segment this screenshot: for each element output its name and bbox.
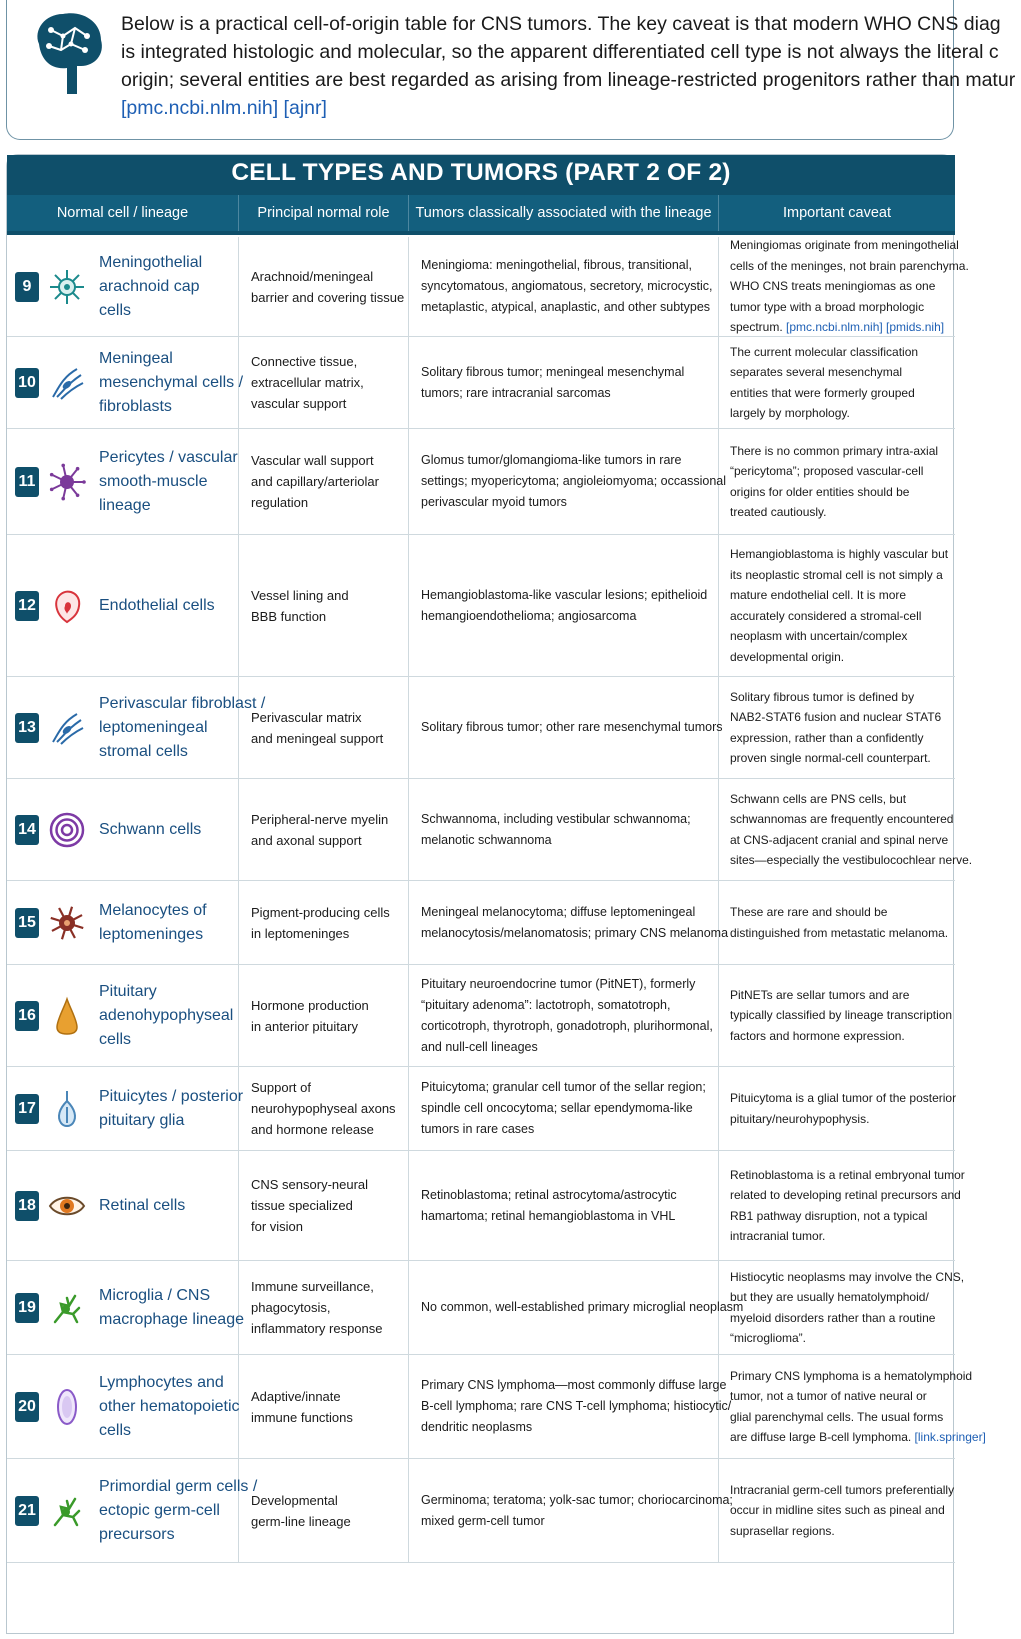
lineage-name-line: adenohypophyseal [99,1007,234,1024]
tumors-line: mixed germ-cell tumor [421,1513,545,1528]
table-row [7,1261,965,1355]
normal-cell-cell [7,1355,239,1458]
caveat-line: intracranial tumor. [730,1229,826,1243]
role-line: neurohypophyseal axons [251,1101,396,1116]
role-line: Immune surveillance, [251,1279,374,1294]
role-line: barrier and covering tissue [251,289,405,305]
caveat-line: suprasellar regions. [730,1523,835,1538]
lineage-name-line: Meningothelial [99,254,203,271]
table-row [7,337,955,429]
tumors-line: “pituitary adenoma”: lactotroph, somatotroph, [421,997,671,1012]
caveat-cell [719,1261,965,1354]
caveat-line: expression, rather than a confidently [730,730,924,745]
cell-lineage-name [99,446,237,518]
lineage-name-line: Pituitary [99,983,157,1000]
cell-lineage-name [99,347,244,419]
row-number-badge: 10 [15,368,39,398]
cell-lineage-name [99,1284,244,1332]
principal-role-cell [239,535,409,676]
intro-panel [6,0,1016,140]
caveat-line: but they are usually hematolymphoid/ [730,1290,929,1304]
lineage-name-line: smooth-muscle [99,473,208,490]
tumors-cell [409,881,729,964]
role-line: Pigment-producing cells [251,904,390,920]
principal-role-cell [239,1151,409,1260]
tumors-cell [409,429,726,534]
row-number-badge: 16 [15,1001,39,1031]
germ-cell-icon [47,1491,87,1531]
tumors-line: Solitary fibrous tumor; meningeal mesenchymal [421,364,685,379]
cell-lineage-name [99,1194,237,1218]
caveat-line: tumor, not a tumor of native neural or [730,1389,927,1403]
table-row [7,429,955,535]
cell-lineage-name [99,1371,240,1443]
caveat-cell [719,1067,955,1150]
caveat-line: There is no common primary intra-axial [730,443,939,458]
tumors-line: spindle cell oncocytoma; sellar ependymoma-like [421,1101,693,1115]
caveat-line: Schwann cells are PNS cells, but [730,791,907,806]
caveat-cell [719,535,955,676]
lineage-name-line: cells [99,1031,132,1048]
role-line: phagocytosis, [251,1300,331,1315]
normal-cell-cell [7,1151,239,1260]
pericyte-icon [47,462,87,502]
principal-role-cell [239,779,409,880]
lineage-name-line: ectopic germ-cell [99,1502,220,1519]
tumors-line: corticotroph, thyrotroph, gonadotroph, plurihormonal, [421,1018,713,1033]
tumors-cell [409,1067,719,1150]
microglia-icon [47,1288,87,1328]
caveat-line: proven single normal-cell counterpart. [730,751,931,765]
cell-lineage-name [99,594,237,618]
row-number-badge: 9 [15,272,39,302]
table-title: CELL TYPES AND TUMORS (PART 2 OF 2) [231,159,731,186]
brain-icon [27,6,109,102]
caveat-cell [719,1355,986,1458]
tumors-line: Schwannoma, including vestibular schwannoma; [421,811,691,826]
row-number-badge: 20 [15,1392,39,1422]
table-row [7,1151,965,1261]
cell-lineage-name [99,899,237,947]
role-line: for vision [251,1219,304,1234]
role-line: extracellular matrix, [251,375,364,390]
role-line: and axonal support [251,832,362,848]
principal-role-cell [239,1067,409,1150]
caveat-cell [719,965,955,1066]
caveat-line: The current molecular classification [730,344,919,359]
lineage-name-line: Primordial germ cells / [99,1478,258,1495]
role-line: germ-line lineage [251,1513,351,1529]
normal-cell-cell [7,337,244,428]
tumors-line: settings; myopericytoma; angioleiomyoma; occassional [421,474,726,488]
lineage-name-line: lineage [99,497,151,514]
reference-link[interactable]: [link.springer] [914,1430,986,1444]
tumors-line: Pituicytoma; granular cell tumor of the sellar region; [421,1080,706,1094]
role-line: Adaptive/innate [251,1388,341,1404]
caveat-line: These are rare and should be [730,905,888,919]
tumors-cell [409,1459,733,1562]
role-line: CNS sensory-neural [251,1177,369,1192]
tumors-line: Germinoma; teratoma; yolk-sac tumor; choriocarcinoma; [421,1492,733,1507]
role-line: and capillary/arteriolar [251,474,379,489]
tumors-line: hemangioendothelioma; angiosarcoma [421,608,637,623]
table-row [7,1355,986,1459]
lineage-name-line: Endothelial cells [99,597,215,614]
row-number-badge: 11 [15,467,39,497]
row-number-badge: 19 [15,1293,39,1323]
principal-role-cell [239,1355,409,1458]
cell-lineage-name [99,980,237,1052]
lineage-name-line: Pericytes / vascular [99,449,238,466]
caveat-line: factors and hormone expression. [730,1028,905,1043]
role-line: Arachnoid/meningeal [251,268,374,284]
row-number-badge: 12 [15,591,39,621]
role-line: Developmental [251,1492,338,1508]
tumors-line: Glomus tumor/glomangioma-like tumors in rare [421,453,682,467]
lineage-name-line: pituitary glia [99,1112,185,1129]
table-row [7,677,955,779]
lymphocyte-icon [47,1387,87,1427]
lineage-name-line: arachnoid cap [99,278,200,295]
role-line: Peripheral-nerve myelin [251,811,389,827]
cell-lineage-name [99,1085,244,1133]
role-line: in leptomeninges [251,925,350,941]
cell-types-table [6,154,986,1634]
caveat-cell [719,677,955,778]
caveat-cell [719,881,955,964]
caveat-line: WHO CNS treats meningiomas as one [730,279,936,294]
lineage-name-line: Perivascular fibroblast / [99,695,266,712]
caveat-line: Solitary fibrous tumor is defined by [730,689,915,704]
caveat-line: Histiocytic neoplasms may involve the CNS, [730,1269,965,1284]
tumors-line: Pituitary neuroendocrine tumor (PitNET), formerly [421,976,696,991]
cell-lineage-name [99,1475,258,1547]
caveat-line: largely by morphology. [730,406,850,420]
caveat-line: Hemangioblastoma is highly vascular but [730,547,949,561]
normal-cell-cell [7,1261,244,1354]
caveat-line: mature endothelial cell. It is more [730,588,907,602]
role-line: Support of [251,1080,311,1095]
tumors-line: Meningeal melanocytoma; diffuse leptomeningeal [421,904,696,919]
role-line: Connective tissue, [251,354,358,369]
caveat-line: Pituicytoma is a glial tumor of the posterior [730,1091,957,1105]
tumors-line: tumors in rare cases [421,1122,535,1136]
row-number-badge: 17 [15,1094,39,1124]
caveat-line: Retinoblastoma is a retinal embryonal tumor [730,1167,965,1182]
caveat-line: developmental origin. [730,649,845,664]
role-line: regulation [251,495,309,510]
normal-cell-cell [7,237,239,336]
normal-cell-cell [7,429,239,534]
lineage-name-line: leptomeninges [99,926,204,943]
caveat-line: related to developing retinal precursors and [730,1188,961,1202]
caveat-line: treated cautiously. [730,505,827,519]
column-header-tumors: Tumors classically associated with the lineage [409,195,719,231]
principal-role-cell [239,1261,409,1354]
tumors-cell [409,1355,732,1458]
lineage-name-line: Microglia / CNS [99,1287,211,1304]
caveat-line: tumor type with a broad morphologic [730,299,925,314]
normal-cell-cell [7,677,266,778]
tumors-line: syncytomatous, angiomatous, secretory, microcystic, [421,279,713,293]
tumors-line: tumors; rare intracranial sarcomas [421,385,611,400]
role-line: vascular support [251,396,347,411]
fibroblast-icon [47,363,87,403]
intro-line: is integrated histologic and molecular, so the apparent differentiated cell type is not always the literal c [121,41,999,63]
normal-cell-cell [7,779,239,880]
caveat-cell [719,1459,955,1562]
cell-lineage-name [99,692,266,764]
role-line: immune functions [251,1409,353,1425]
caveat-line: accurately considered a stromal-cell [730,608,922,623]
caveat-line: distinguished from metastatic melanoma. [730,925,949,940]
melanocyte-icon [47,903,87,943]
caveat-line: Intracranial germ-cell tumors preferentially [730,1482,955,1497]
role-line: and meningeal support [251,730,384,746]
role-line: BBB function [251,608,327,624]
role-line: in anterior pituitary [251,1018,358,1034]
tumors-line: Solitary fibrous tumor; other rare mesenchymal tumors [421,720,723,734]
caveat-line: Meningiomas originate from meningothelial [730,238,959,253]
principal-role-cell [239,337,409,428]
table-row [7,779,973,881]
role-line: tissue specialized [251,1198,353,1213]
caveat-line: entities that were formerly grouped [730,385,915,400]
caveat-cell [719,237,969,336]
lineage-name-line: leptomeningeal [99,719,208,736]
caveat-line [730,1427,986,1448]
tumors-cell [409,965,719,1066]
caveat-line: sites—especially the vestibulocochlear nerve. [730,853,973,867]
tumors-cell [409,337,719,428]
caveat-text: spectrum. [730,320,787,335]
tumors-cell [409,1151,719,1260]
lineage-name-line: Retinal cells [99,1197,186,1214]
caveat-line: schwannomas are frequently encountered [730,812,954,826]
normal-cell-cell [7,965,239,1066]
tumors-line: Meningioma: meningothelial, fibrous, transitional, [421,258,692,272]
tumors-line: perivascular myoid tumors [421,495,567,509]
tumors-line: B-cell lymphoma; rare CNS T-cell lymphoma; histiocytic/ [421,1399,732,1413]
pituitary-cell-icon [47,996,87,1036]
tumors-line: No common, well-established primary microglial neoplasm [421,1300,744,1314]
tumors-cell [409,677,723,778]
caveat-line: neoplasm with uncertain/complex [730,629,908,643]
tumors-line: metaplastic, atypical, anaplastic, and other subtypes [421,300,711,314]
tumors-line: and null-cell lineages [421,1039,538,1054]
role-line: inflammatory response [251,1321,383,1336]
perivascular-fibroblast-icon [47,708,87,748]
caveat-line: its neoplastic stromal cell is not simply a [730,567,943,582]
row-number-badge: 15 [15,908,39,938]
endothelial-cell-icon [47,586,87,626]
caveat-line: “pericytoma”; proposed vascular-cell [730,464,924,478]
lineage-name-line: Pituicytes / posterior [99,1088,244,1105]
table-row [7,535,955,677]
role-line: Vascular wall support [251,453,374,468]
lineage-name-line: Melanocytes of [99,902,207,919]
lineage-name-line: precursors [99,1526,175,1543]
schwann-cell-icon [47,810,87,850]
tumors-cell [409,779,719,880]
tumors-cell [409,1261,744,1354]
eye-icon [47,1186,87,1226]
table-row [7,1067,955,1151]
caveat-line: Primary CNS lymphoma is a hematolymphoid [730,1368,973,1383]
principal-role-cell [239,677,409,778]
row-number-badge: 18 [15,1191,39,1221]
normal-cell-cell [7,1067,244,1150]
table-row [7,881,955,965]
tumors-line: dendritic neoplasms [421,1420,533,1434]
pituicyte-icon [47,1089,87,1129]
column-header-normal-role: Principal normal role [239,195,409,231]
caveat-cell [719,1151,965,1260]
caveat-line: NAB2-STAT6 fusion and nuclear STAT6 [730,710,942,724]
caveat-line: myeloid disorders rather than a routine [730,1310,936,1325]
tumors-line: Retinoblastoma; retinal astrocytoma/astrocytic [421,1187,677,1202]
caveat-line: separates several mesenchymal [730,365,903,379]
lineage-name-line: stromal cells [99,743,188,760]
principal-role-cell [239,881,409,964]
caveat-line: occur in midline sites such as pineal and [730,1503,945,1518]
caveat-cell [719,429,955,534]
caveat-cell [719,337,955,428]
table-row [7,237,969,337]
caveat-line [730,317,969,338]
principal-role-cell [239,1459,409,1562]
caveat-text: are diffuse large B-cell lymphoma. [730,1430,915,1444]
lineage-name-line: Lymphocytes and [99,1374,224,1391]
caveat-line: glial parenchymal cells. The usual forms [730,1409,944,1424]
lineage-name-line: other hematopoietic [99,1398,240,1415]
row-number-badge: 14 [15,815,39,845]
tumors-cell [409,535,719,676]
role-line: Perivascular matrix [251,709,362,725]
meningothelial-cell-icon [47,267,87,307]
lineage-name-line: Meningeal [99,350,173,367]
intro-line: Below is a practical cell-of-origin table for CNS tumors. The key caveat is that modern WHO CNS diag [121,13,1001,35]
tumors-line: melanotic schwannoma [421,832,552,847]
role-line: and hormone release [251,1122,374,1137]
caveat-line: origins for older entities should be [730,484,910,499]
table-row [7,1459,955,1563]
caveat-cell [719,779,973,880]
normal-cell-cell [7,881,239,964]
caveat-line: RB1 pathway disruption, not a typical [730,1208,928,1223]
principal-role-cell [239,965,409,1066]
normal-cell-cell [7,1459,258,1562]
column-header-caveat: Important caveat [719,195,955,231]
table-banner [7,155,955,235]
tumors-line: melanocytosis/melanomatosis; primary CNS melanoma [421,925,729,940]
tumors-line: Hemangioblastoma-like vascular lesions; epithelioid [421,587,708,602]
lineage-name-line: mesenchymal cells / [99,374,244,391]
role-line: Hormone production [251,997,369,1013]
normal-cell-cell [7,535,239,676]
reference-link[interactable]: [pmc.ncbi.nlm.nih] [pmids.nih] [786,320,945,335]
lineage-name-line: cells [99,302,132,319]
caveat-line: “microglioma”. [730,1331,807,1345]
row-number-badge: 13 [15,713,39,743]
tumors-cell [409,237,719,336]
intro-text [121,10,1021,122]
principal-role-cell [239,429,409,534]
table-row [7,965,955,1067]
caveat-line: PitNETs are sellar tumors and are [730,987,910,1002]
caveat-line: typically classified by lineage transcription [730,1008,953,1023]
lineage-name-line: Schwann cells [99,821,202,838]
cell-lineage-name [99,251,237,323]
cell-lineage-name [99,818,237,842]
row-number-badge: 21 [15,1496,39,1526]
tumors-line: Primary CNS lymphoma—most commonly diffuse large [421,1378,727,1392]
caveat-line: at CNS-adjacent cranial and spinal nerve [730,832,949,847]
intro-line: origin; several entities are best regarded as arising from lineage-restricted progenitors rather than matur [121,69,1016,91]
principal-role-cell [239,237,409,336]
lineage-name-line: cells [99,1422,132,1439]
role-line: Vessel lining and [251,587,349,603]
tumors-line: hamartoma; retinal hemangioblastoma in VHL [421,1208,676,1223]
intro-refs-link[interactable]: [pmc.ncbi.nlm.nih] [ajnr] [121,97,327,119]
lineage-name-line: macrophage lineage [99,1311,244,1328]
column-header-normal-cell: Normal cell / lineage [7,195,239,231]
caveat-line: pituitary/neurohypophysis. [730,1111,870,1126]
lineage-name-line: fibroblasts [99,398,172,415]
caveat-line: cells of the meninges, not brain parenchyma. [730,258,969,273]
